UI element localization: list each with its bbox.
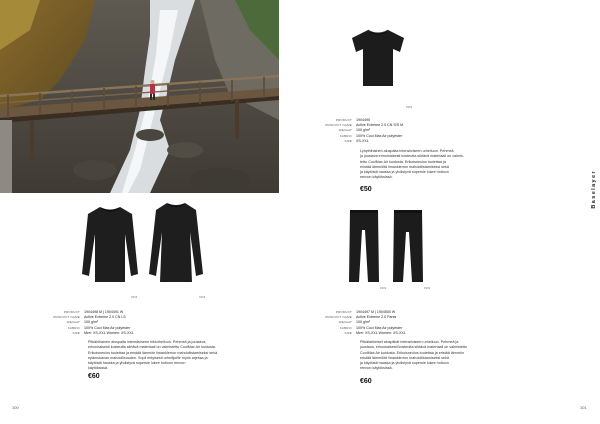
product-image-long-sleeve-men [80, 204, 140, 284]
spec-row: WEIGHT 100 g/m² [338, 128, 371, 133]
spec-row: FABRIC 100% Cool Max Air polyester [339, 133, 403, 138]
product-image-long-sleeve-women [146, 200, 206, 284]
spec-table-bottom-left [46, 310, 134, 336]
swatch-code: 9999 [406, 106, 413, 109]
swatch-code: 9999 [199, 296, 206, 299]
product-image-pants-women [390, 208, 426, 284]
product-image-short-sleeve-tee [350, 28, 406, 88]
price-top-right: €50 [360, 186, 372, 193]
description-top-right: Lyhythihainen aluspaita intensiiviseen urheiluun. Pehmeä ja joustava erinomaisesti kosteutta siirtävä materiaali on valmis- tettu CoolMax Air kuidusta. Erikoisneulos tuulettaa ja eristää lämmöltä ilmankierron mahdollistamiseksi sekä ja käytöstä hauska ja yhdistyvä supersie lukee hoitoon rennon käytöksissä. [360, 149, 464, 180]
spec-row: PRODUCT 1904495 [335, 118, 370, 122]
spec-row: SIZE XS-XXL [344, 138, 369, 143]
swatch-code: 9999 [380, 287, 387, 290]
spec-row: WEIGHT 100 g/m² [338, 320, 371, 325]
spec-row: FABRIC 100% Cool Max Air polyester [67, 325, 131, 330]
spec-table-bottom-right [318, 310, 406, 336]
product-image-pants-men [346, 208, 382, 284]
hero-photo-waterfall-bridge [0, 0, 279, 193]
price-bottom-right: €60 [360, 378, 372, 385]
description-bottom-right: Pitkälahkeiset aluspitkät intensiiviseen urheiluun. Pehmeä ja joustava, erinomaisesti kosteutta siirtävä materiaali on valmistettu CoolMax Air kuidusta. Erikoisneulos tuulettaa ja eristää lämmön eristää lämmöltä ilmankierron mahdollistamiseksi sekä ja käytöstä hauska ja yhdistyvä supersie lukee hoitoon rennon käytöksissä. [360, 340, 467, 371]
spec-row: PRODUCT 1904498 M | 1904491 W [63, 310, 124, 314]
description-bottom-left: Pitkähihainen aluspaita intensiiviseen hikiurheiluun. Pehmeä ja joustava, erinomaisesti kosteutta siirtävä materiaali on valmistettu CoolMax Air kuidusta. Erikoisneulos tuulettaa ja eristää lämmön ilmankierron mahdollistamiseksi sekä epämukavan mahdollisuuden. Sopii erityisesti urheilijoille myös arjessa ja käytöstä hauska ja yhdistyvä supersie lukee hoitoon rennon käytöksissä. [88, 340, 218, 371]
spec-row: PRODUCT NAME Active Extreme 2.0 CN LS [53, 315, 126, 320]
spec-table-top-right [318, 118, 403, 144]
spec-row: WEIGHT 100 g/m² [66, 320, 99, 325]
spec-row: PRODUCT NAME Active Extreme 2.0 Pants [325, 315, 397, 320]
swatch-code: 9999 [131, 296, 138, 299]
price-bottom-left: €60 [88, 373, 100, 380]
spec-row: SIZE Men: XS-XXL Women: XS-XXL [344, 330, 406, 335]
swatch-code: 9999 [424, 287, 431, 290]
spec-row: PRODUCT 1904497 M | 1904500 W [335, 310, 396, 314]
section-label-vertical: Baselayer [591, 170, 597, 209]
spec-row: FABRIC 100% Cool Max Air polyester [339, 325, 403, 330]
spec-row: SIZE Men: XS-XXL Women: XS-XXL [72, 330, 134, 335]
page-number-right: 101 [580, 405, 587, 410]
spec-row: PRODUCT NAME Active Extreme 2.0 CN S/S M [325, 123, 404, 128]
page-number-left: 100 [12, 405, 19, 410]
